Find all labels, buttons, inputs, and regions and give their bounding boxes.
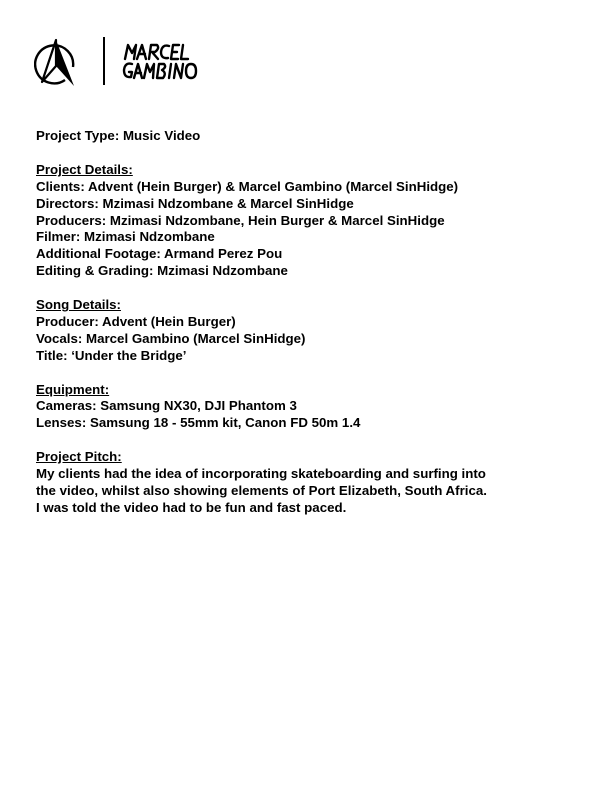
project-details-line: Filmer: Mzimasi Ndzombane [36,229,215,245]
project-pitch-line: the video, whilst also showing elements of Port Elizabeth, South Africa. [36,482,487,498]
project-type: Project Type: Music Video [36,128,201,143]
header-divider [103,37,105,85]
equipment-line: Cameras: Samsung NX30, DJI Phantom 3 [36,398,297,414]
equipment-heading: Equipment: [36,381,110,397]
project-pitch-heading: Project Pitch: [36,449,122,465]
song-details-line: Title: ‘Under the Bridge’ [36,347,187,363]
project-details-line: Additional Footage: Armand Perez Pou [36,246,283,262]
song-details-heading: Song Details: [36,297,121,313]
project-details-line: Clients: Advent (Hein Burger) & Marcel Gambino (Marcel SinHidge) [36,178,459,194]
project-details-heading: Project Details: [36,161,133,177]
project-pitch-line: My clients had the idea of incorporating skateboarding and surfing into [36,466,486,482]
project-pitch-line: I was told the video had to be fun and fast paced. [36,499,347,515]
equipment-line: Lenses: Samsung 18 - 55mm kit, Canon FD 50m 1.4 [36,415,361,431]
advent-logo-icon [34,36,76,86]
song-details-line: Vocals: Marcel Gambino (Marcel SinHidge) [36,330,306,346]
document-body [36,128,576,517]
marcel-gambino-logo [122,42,208,82]
project-details-line: Directors: Mzimasi Ndzombane & Marcel SinHidge [36,195,354,211]
song-details-line: Producer: Advent (Hein Burger) [36,313,236,329]
project-details-line: Producers: Mzimasi Ndzombane, Hein Burger & Marcel SinHidge [36,212,445,228]
page-header [30,34,230,90]
project-details-line: Editing & Grading: Mzimasi Ndzombane [36,263,288,279]
